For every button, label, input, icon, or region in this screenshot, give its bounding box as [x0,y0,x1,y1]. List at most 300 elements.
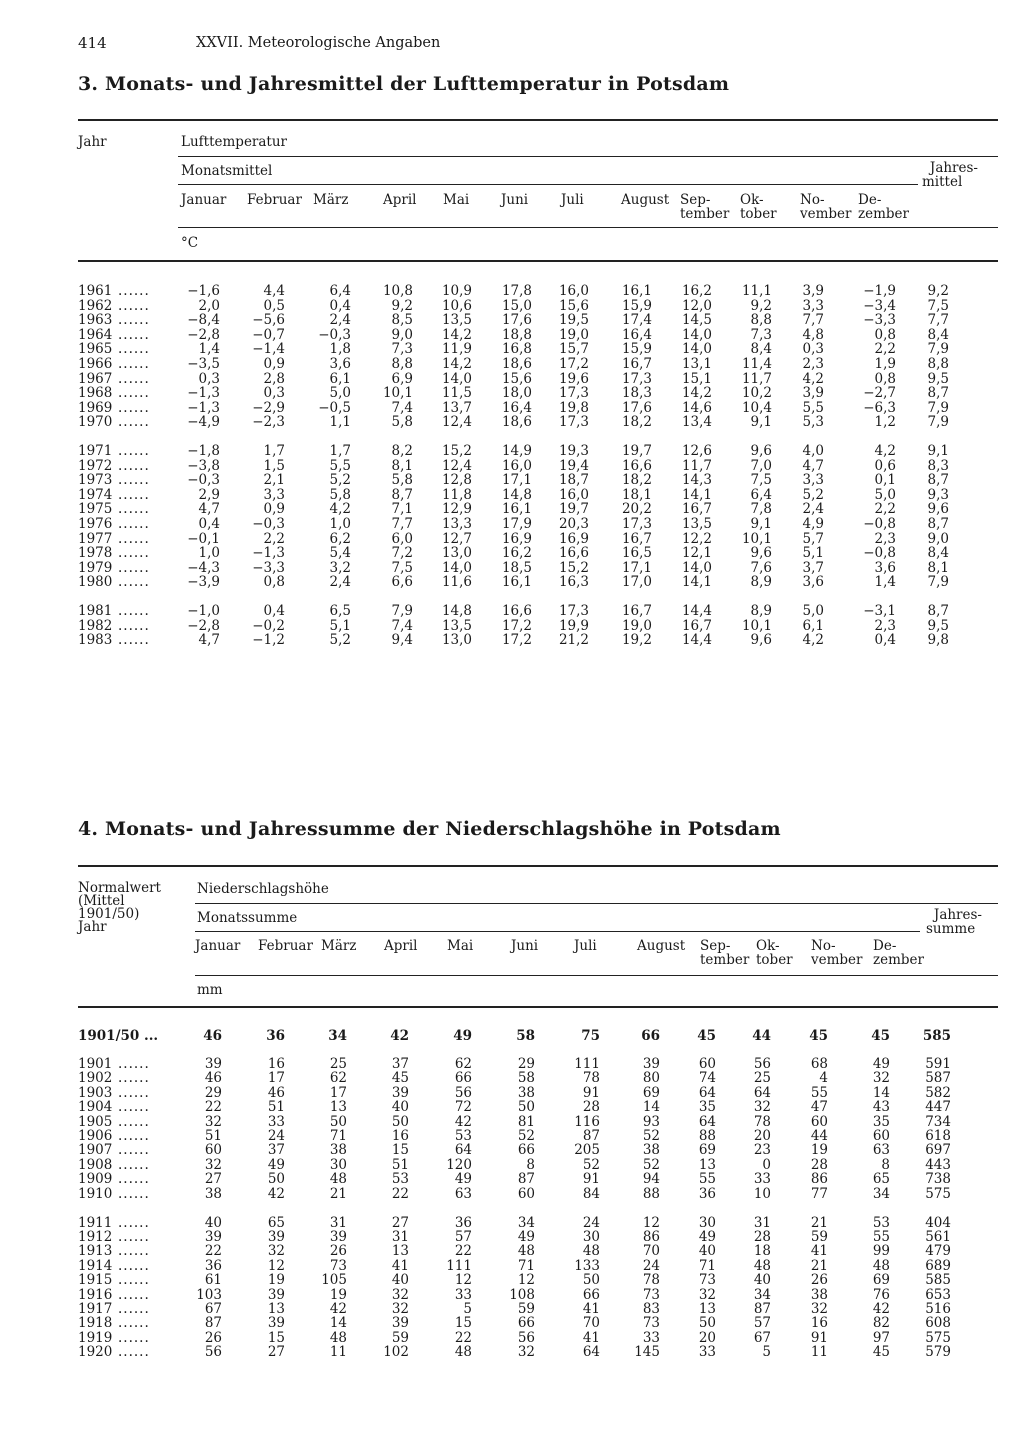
table3-row-value: 11,9 [441,341,472,358]
table3-row-year: 1965 [78,341,113,358]
table4-year-header-line2: (Mittel [78,893,125,909]
table3-month-header [181,193,226,207]
table3-row-value: 16,2 [681,283,712,299]
table3-row-value: 8,7 [927,516,949,532]
table4-row [0,1086,1024,1101]
table3-row-value: 16,0 [558,283,589,299]
table3-row-value: 1,4 [874,574,896,591]
table4-row-year: 1908 [78,1156,113,1173]
table4-row-value: 13 [329,1099,347,1116]
table3-row-value: 12,7 [441,530,472,547]
table4-row-year: 1901/50 ... [78,1028,159,1044]
table3-row-leader: ...... [118,370,150,387]
table3-row-year: 1977 [78,530,113,547]
table4-row-value: 66 [641,1028,660,1044]
table4-row-value: 25 [753,1070,771,1087]
table4-row-value: 591 [925,1056,951,1072]
table3-row-value: 14,2 [681,385,712,402]
table3-row-leader: ...... [118,530,150,547]
table4-row-value: 58 [517,1070,535,1087]
table4-row-value: 39 [391,1084,409,1101]
table3-row-value: −3,9 [187,574,220,591]
table3-row-value: 14,6 [681,399,712,416]
table4-row-value: 64 [454,1142,472,1159]
table3-row-value: 1,1 [329,414,351,431]
table3-row-value: 12,0 [681,297,712,314]
table4-row-value: 63 [872,1142,890,1159]
table3-row-value: 17,3 [558,603,589,619]
table3-row-value: 0,4 [198,516,220,532]
table3-row-year: 1975 [78,501,113,518]
table4-row-value: 4 [819,1070,828,1087]
table4-row-value: 13 [698,1156,716,1173]
table3-row-value: −4,9 [187,414,220,431]
table3-row-value: 19,5 [558,312,589,329]
table3-row-value: 14,1 [681,486,712,503]
table4-row-value: 91 [582,1171,600,1188]
table4-row-value: 618 [925,1128,951,1144]
table3-year-header: Jahr [78,134,107,150]
table3-row-value: 9,6 [750,632,772,649]
table3-row-value: 17,2 [501,617,532,634]
table3-row-value: 4,8 [802,326,824,343]
table4-row-year: 1904 [78,1099,113,1116]
table4-row-value: 39 [267,1315,285,1332]
table3-row-value: 7,0 [750,457,772,474]
table3-row-value: 13,0 [441,632,472,649]
table4-row-value: 56 [753,1056,771,1072]
table3-row-value: 4,2 [329,501,351,518]
table3-row-value: 3,3 [802,297,824,314]
table3-row-value: 5,8 [329,486,351,503]
table4-row [0,1057,1024,1072]
table3-row-value: 14,9 [501,443,532,459]
table4-row-year: 1902 [78,1070,113,1087]
table4-row-value: 34 [753,1286,771,1303]
table4-row-value: 516 [925,1300,951,1317]
table4-row-value: 105 [321,1272,347,1289]
table3-row-value: 16,8 [501,341,532,358]
table3-row-value: 14,8 [441,603,472,619]
table4-row [0,1143,1024,1158]
table3-month-header-line: August [621,192,670,208]
table3-row-value: 2,3 [874,617,896,634]
table4-row-value: 734 [925,1113,951,1130]
table4-row [0,1259,1024,1274]
table4-row-value: 26 [329,1243,347,1260]
table3-row-value: 17,6 [501,312,532,329]
table3-row-value: 5,2 [329,472,351,489]
table4-row-value: 49 [453,1028,472,1044]
table3-month-header-line: No- [800,192,825,208]
table4-row-value: 27 [267,1344,285,1361]
table4-row-value: 64 [582,1344,600,1361]
table4-row-value: 13 [698,1300,716,1317]
table3-row-leader: ...... [118,603,150,619]
table4-row-value: 63 [454,1185,472,1202]
table4-row-value: 53 [454,1128,472,1144]
table3-row-value: 11,7 [741,370,772,387]
table3-row-value: 6,2 [329,530,351,547]
table4-row-value: 40 [698,1243,716,1260]
table4-row-value: 67 [753,1329,771,1346]
table3-row-value: 3,6 [802,574,824,591]
table4-row-value: 61 [204,1272,222,1289]
table3-row-year: 1967 [78,370,113,387]
table3-row-value: 13,5 [681,516,712,532]
table4-group-header: Niederschlagshöhe [197,881,329,897]
table4-row-value: 32 [517,1344,535,1361]
table3-row-value: 3,3 [263,486,285,503]
table3-row-value: 15,2 [441,443,472,459]
table4-row-value: 53 [391,1171,409,1188]
table3-month-header-line: Februar [247,192,302,208]
table4-row-leader: ...... [118,1228,150,1245]
table3-row [0,386,1024,401]
table4-row-value: 39 [204,1056,222,1072]
table3-row-value: 13,5 [441,617,472,634]
table4-row-year: 1917 [78,1300,113,1317]
table3-row-value: −0,8 [863,545,896,562]
table4-row-value: 93 [642,1113,660,1130]
table3-row-year: 1961 [78,283,113,299]
table4-row-value: 561 [925,1228,951,1245]
table4-row-value: 66 [517,1315,535,1332]
table3-row-value: 6,9 [391,370,413,387]
table4-row-value: 24 [582,1214,600,1231]
table4-row-year: 1918 [78,1315,113,1332]
table4-row-value: 39 [267,1228,285,1245]
table4-row-value: 71 [329,1128,347,1144]
table3-month-header-line: Juni [501,192,529,208]
table3-row-value: 19,7 [621,443,652,459]
table3-row-leader: ...... [118,385,150,402]
table4-row-value: 45 [809,1028,828,1044]
table3-row-value: 18,8 [501,326,532,343]
table3-row-value: 15,1 [681,370,712,387]
table3-row-value: 7,5 [391,559,413,576]
table4-row-value: 32 [872,1070,890,1087]
table3-row [0,444,1024,459]
table4-row-leader: ...... [118,1300,150,1317]
table3-row-value: 18,6 [501,356,532,372]
page-number: 414 [78,34,107,52]
table4-row-value: 26 [204,1329,222,1346]
table3-row-value: 5,5 [802,399,824,416]
table4-row-value: 447 [925,1099,951,1116]
table3-row-value: −0,5 [318,399,351,416]
table4-row [0,1316,1024,1331]
table4-month-header-line: zember [873,952,924,968]
table3-row-value: 4,2 [802,632,824,649]
table3-unit: °C [181,235,199,251]
table4-annual-header [926,908,982,936]
table4-row-value: 52 [582,1156,600,1173]
table4-row-value: 50 [391,1113,409,1130]
table3-row-value: 5,8 [391,472,413,489]
table4-row-value: 39 [329,1228,347,1245]
table3-row-value: 18,6 [501,414,532,431]
table3-row-value: 19,0 [621,617,652,634]
table3-row-value: 19,9 [558,617,589,634]
table4-row-value: 38 [642,1142,660,1159]
table3-month-header-line: vember [800,206,852,222]
table4-row-value: 91 [582,1084,600,1101]
table3-row-leader: ...... [118,501,150,518]
table4-row-value: 42 [329,1300,347,1317]
table4-row-value: 34 [872,1185,890,1202]
table3-row-value: 18,2 [621,472,652,489]
table3-month-header-line: April [383,192,417,208]
table4-row-value: 75 [581,1028,600,1044]
table4-row-value: 27 [391,1214,409,1231]
table4-month-header-line: vember [811,952,863,968]
table4-row-value: 53 [872,1214,890,1231]
table4-row-value: 49 [267,1156,285,1173]
table3-row-value: 9,4 [391,632,413,649]
table4-row-value: 20 [698,1329,716,1346]
table3-row-year: 1972 [78,457,113,474]
table4-row-value: 582 [925,1084,951,1101]
table4-row [0,1345,1024,1360]
table4-month-header-line: Juli [574,938,597,954]
table3-row-value: 1,4 [198,341,220,358]
table4-month-header [574,939,597,953]
table3-row-value: 16,4 [501,399,532,416]
table3-row-leader: ...... [118,341,150,358]
table3-row-value: −0,8 [863,516,896,532]
table4-row-value: 76 [872,1286,890,1303]
table3-row-year: 1979 [78,559,113,576]
table4-row [0,1244,1024,1259]
table4-row-leader: ...... [118,1214,150,1231]
table3-row-value: 3,7 [802,559,824,576]
table3-month-header [247,193,302,207]
table3-row-value: 3,6 [329,356,351,372]
table4-row-value: 28 [753,1228,771,1245]
table4-row-value: 19 [267,1272,285,1289]
table3-row-value: 0,8 [263,574,285,591]
table3-row-value: −3,8 [187,457,220,474]
table3-row [0,633,1024,648]
table4-row-value: 88 [698,1128,716,1144]
table4-row-value: 697 [925,1142,951,1159]
table4-row [0,1288,1024,1303]
table3-row-value: 7,9 [927,341,949,358]
table4-row-value: 44 [810,1128,828,1144]
table4-month-header-line: Sep- [700,938,731,954]
table3-row-value: −1,0 [187,603,220,619]
table3-row-value: 19,7 [558,501,589,518]
table4-row-value: 87 [204,1315,222,1332]
table4-row-value: 689 [925,1257,951,1274]
table4-row-value: 12 [642,1214,660,1231]
table4-row-value: 45 [871,1028,890,1044]
table3-row-value: 3,6 [874,559,896,576]
table3-row-value: 4,7 [802,457,824,474]
table4-row-value: 575 [925,1185,951,1202]
table3-row-value: 17,8 [501,283,532,299]
table3-month-header [858,193,909,221]
table3-row-year: 1962 [78,297,113,314]
table3-row-value: 9,5 [927,617,949,634]
table4-row-value: 443 [925,1156,951,1173]
table3-row-value: 4,4 [263,283,285,299]
table4-row-value: 59 [391,1329,409,1346]
table3-row-value: 14,0 [681,341,712,358]
table4-row-value: 15 [267,1329,285,1346]
table4-row-value: 15 [454,1315,472,1332]
table3-row-year: 1981 [78,603,113,619]
table3-row-value: 9,6 [750,443,772,459]
table4-month-header [873,939,924,967]
table4-row-value: 20 [753,1128,771,1144]
table4-row-year: 1903 [78,1084,113,1101]
table3-row-value: 11,6 [441,574,472,591]
table3-row-value: 8,4 [750,341,772,358]
table3-row-value: −0,3 [252,516,285,532]
table3-month-header [800,193,852,221]
table3-row-value: 16,0 [501,457,532,474]
table4-row-value: 67 [204,1300,222,1317]
table3-row-value: 17,2 [558,356,589,372]
table4-row-value: 738 [925,1171,951,1188]
table4-row-value: 87 [582,1128,600,1144]
table4-row-value: 51 [204,1128,222,1144]
table3-row-value: 5,0 [329,385,351,402]
table4-row-value: 64 [698,1113,716,1130]
table3-row-year: 1982 [78,617,113,634]
table4-row-value: 653 [925,1286,951,1303]
table3-row-leader: ...... [118,457,150,474]
table3-row-leader: ...... [118,486,150,503]
table3-row-leader: ...... [118,399,150,416]
table4-row-value: 39 [267,1286,285,1303]
table4-month-header [756,939,793,967]
table3-row-value: −0,1 [187,530,220,547]
table4-row-value: 82 [872,1315,890,1332]
table4-row-value: 33 [267,1113,285,1130]
table3-row-value: 17,2 [501,632,532,649]
table4-row-value: 86 [642,1228,660,1245]
table3-row-value: −1,3 [187,385,220,402]
table4-row-value: 66 [454,1070,472,1087]
table4-row-value: 39 [204,1228,222,1245]
table3-row-value: 14,4 [681,632,712,649]
table3-row-value: 1,2 [874,414,896,431]
table4-row-value: 41 [810,1243,828,1260]
table4-row-value: 52 [517,1128,535,1144]
table4-annual-header-line1: Jahres- [933,907,982,923]
table3-month-header-line: Juli [561,192,584,208]
table3-row [0,546,1024,561]
table4-month-header [700,939,749,967]
table3-month-header [383,193,416,207]
table3-row-value: 2,0 [198,297,220,314]
table3-rule-group [178,156,998,157]
table4-row-value: 479 [925,1243,951,1260]
table3-annual-header-line2: mittel [922,174,963,190]
table4-row-value: 52 [642,1128,660,1144]
table3-row-value: −0,3 [187,472,220,489]
table4-row-value: 68 [810,1056,828,1072]
table4-row-value: 99 [872,1243,890,1260]
table3-row-value: 17,1 [621,559,652,576]
table3-row-value: 16,1 [621,283,652,299]
table3-row-value: 20,3 [558,516,589,532]
table3-group-header: Lufttemperatur [181,134,288,150]
table4-row-value: 86 [810,1171,828,1188]
table4-row [0,1115,1024,1130]
table4-row-value: 91 [810,1329,828,1346]
table4-row [0,1273,1024,1288]
table3-row-value: −2,8 [187,617,220,634]
table3-row-value: 7,7 [391,516,413,532]
table4-row-value: 57 [454,1228,472,1245]
table3-month-header [501,193,528,207]
table4-row-value: 133 [574,1257,600,1274]
table3-row-value: 15,7 [558,341,589,358]
table3-row-year: 1983 [78,632,113,649]
table4-row-year: 1916 [78,1286,113,1303]
table4-row-leader: ...... [118,1171,150,1188]
table4-row-value: 11 [329,1344,347,1361]
table4-row-value: 22 [204,1243,222,1260]
table3-row-value: 7,3 [391,341,413,358]
table3-row-value: −0,2 [252,617,285,634]
table3-row-value: 7,9 [391,603,413,619]
table3-row-year: 1976 [78,516,113,532]
table4-row-value: 56 [517,1329,535,1346]
table4-row-value: 64 [753,1084,771,1101]
table4-row-value: 22 [391,1185,409,1202]
table3-row-value: 5,4 [329,545,351,562]
table3-row-value: 2,4 [329,312,351,329]
table3-row-value: 9,5 [927,370,949,387]
table4-row-value: 71 [698,1257,716,1274]
table3-row-value: 7,4 [391,617,413,634]
table3-row-value: 18,5 [501,559,532,576]
table4-year-header [78,882,161,934]
table3-row-value: 6,1 [329,370,351,387]
table4-row-value: 65 [872,1171,890,1188]
table3-month-header-line: Januar [181,192,227,208]
table4-row-value: 12 [267,1257,285,1274]
table3-row-value: 10,1 [741,617,772,634]
table4-row-value: 56 [204,1344,222,1361]
table3-row-value: 16,6 [501,603,532,619]
table3-row-value: 9,1 [750,414,772,431]
table4-row-value: 32 [698,1286,716,1303]
table4-row-value: 48 [582,1243,600,1260]
table4-row-year: 1909 [78,1171,113,1188]
table3-row-value: 17,3 [621,516,652,532]
table4-row-leader: ...... [118,1056,150,1072]
table3-row-value: 1,0 [198,545,220,562]
table3-row-value: 8,3 [927,457,949,474]
table4-row-value: 46 [203,1028,222,1044]
table4-month-header [195,939,240,953]
table4-normal-row [0,1029,1024,1044]
table4-month-header-line: Juni [511,938,539,954]
table4-row-value: 17 [267,1070,285,1087]
table3-row-value: −6,3 [863,399,896,416]
table3-row-value: 12,9 [441,501,472,518]
table3-row-value: 17,3 [558,414,589,431]
table3-row [0,415,1024,430]
table4-rule-body [78,1006,998,1008]
table4-row-year: 1910 [78,1185,113,1202]
